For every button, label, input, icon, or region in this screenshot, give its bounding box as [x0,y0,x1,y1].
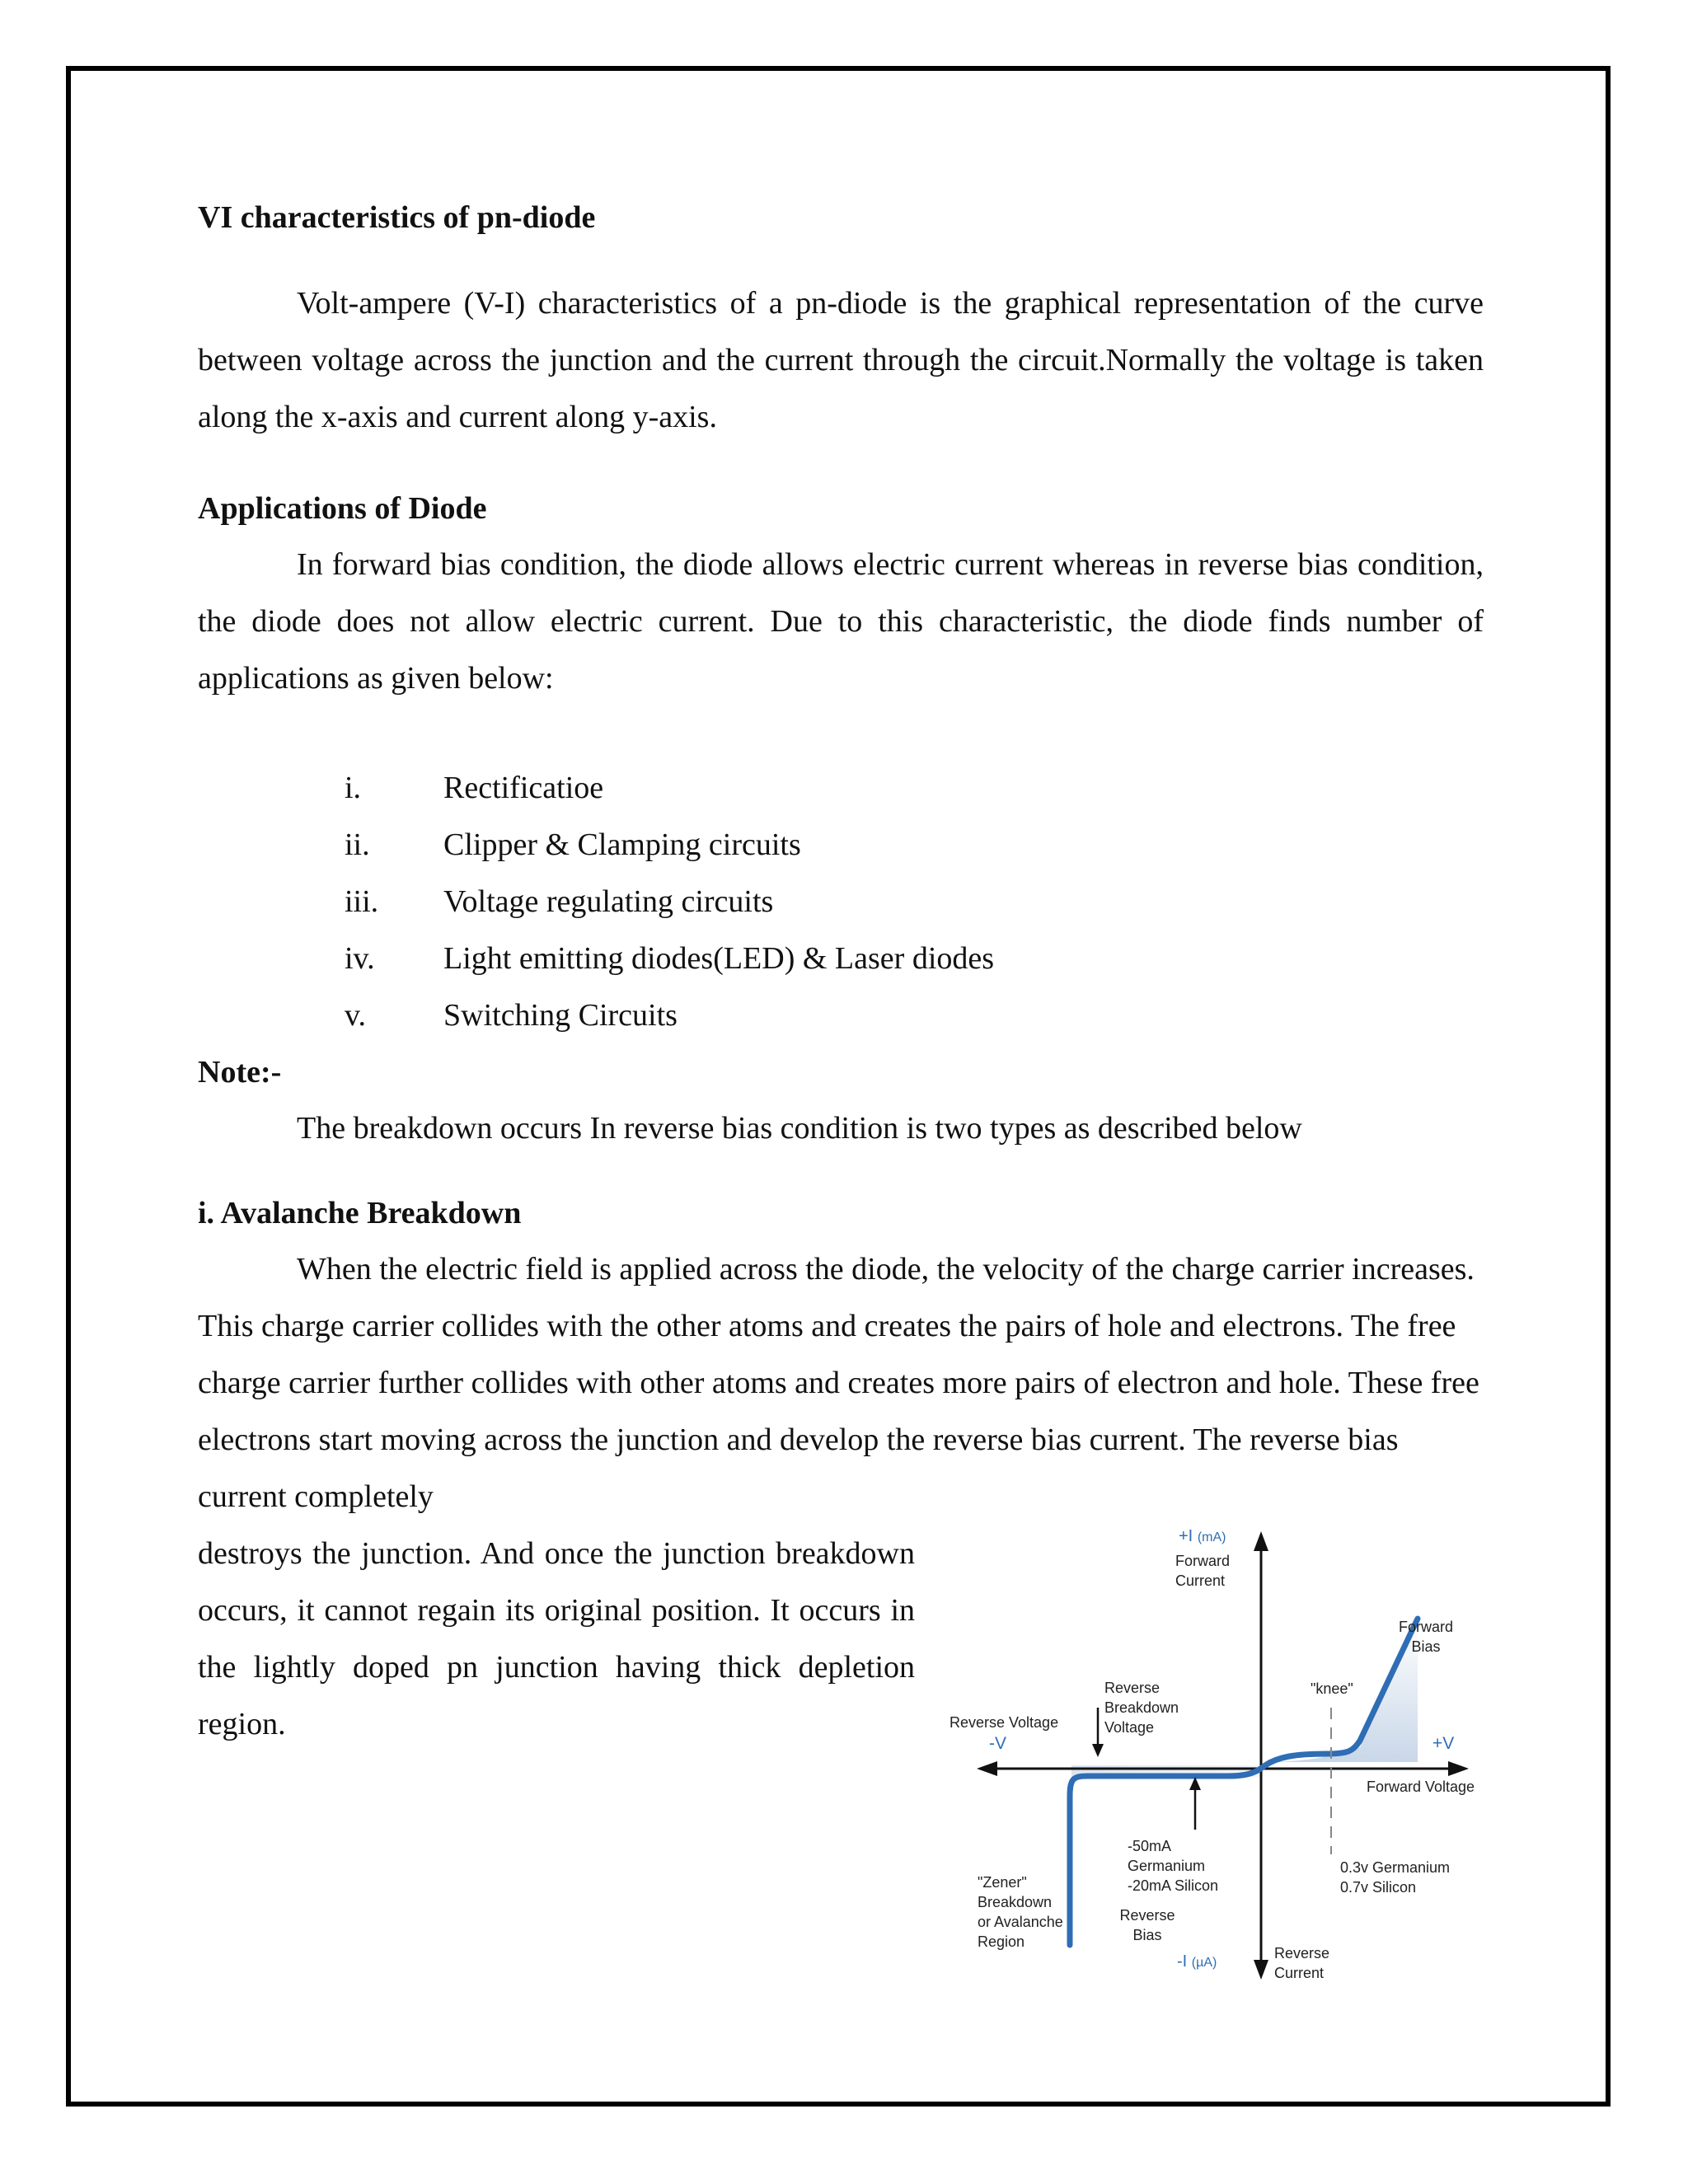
list-item-text: Voltage regulating circuits [443,884,774,919]
section-title-vi-characteristics: VI characteristics of pn-diode [198,200,596,235]
x-axis-arrow-right [1448,1761,1469,1776]
forward-voltage-label: Forward Voltage [1367,1779,1475,1795]
reverse-voltage-label: Reverse Voltage [950,1714,1059,1731]
minus-i-label: -I (µA) [1177,1952,1217,1971]
breakdown-voltage-arrowhead [1092,1744,1104,1757]
plus-i-label: +I (mA) [1179,1527,1226,1545]
list-item [345,987,1484,1044]
list-item-number: iii. [345,884,379,919]
vi-characteristic-diagram [931,1525,1508,1986]
reverse-bias-label: Reverse Bias [1119,1907,1175,1943]
document-body [198,165,1484,1753]
reverse-breakdown-voltage-label: Reverse Breakdown Voltage [1104,1680,1179,1736]
knee-label: "knee" [1311,1680,1353,1697]
section-title-applications: Applications of Diode [198,491,487,526]
list-item-number: v. [345,998,367,1033]
applications-paragraph: In forward bias condition, the diode allows electric current whereas in reverse bias condition, the diode does not allow electric current. Due to this characteristic, the diode finds number of applications as given below: [198,547,1484,696]
reverse-current-label: Reverse Current [1274,1945,1330,1981]
note-text: The breakdown occurs In reverse bias condition is two types as described below [297,1111,1302,1146]
threshold-voltage-label: 0.3v Germanium 0.7v Silicon [1340,1859,1451,1896]
section-title-avalanche: i. Avalanche Breakdown [198,1196,522,1230]
vi-characteristics-paragraph: Volt-ampere (V-I) characteristics of a pn-diode is the graphical representation of the curve between voltage across the junction and the current through the circuit.Normally the voltage is taken along the x-axis and current along y-axis. [198,286,1484,434]
avalanche-paragraph-continued: destroys the junction. And once the junction breakdown occurs, it cannot regain its original position. It occurs in the lightly doped pn junction having thick depletion region. [198,1536,915,1741]
reverse-current-values-label: -50mA Germanium -20mA Silicon [1128,1838,1219,1894]
forward-current-label: Forward Current [1175,1553,1231,1589]
list-item [345,874,1484,930]
list-item-number: ii. [345,827,370,862]
list-item [345,760,1484,817]
x-axis-arrow-left [977,1761,997,1776]
list-item [345,930,1484,987]
zener-region-label: "Zener" Breakdown or Avalanche Region [978,1874,1063,1950]
minus-v-label: -V [989,1734,1006,1753]
y-axis-arrow-down [1254,1960,1268,1980]
note-title: Note:- [198,1055,282,1090]
avalanche-paragraph: When the electric field is applied across the diode, the velocity of the charge carrier increases. This charge carrier collides with the other atoms and creates the pairs of hole and electrons. The free charge carrier further collides with other atoms and creates more pairs of electron and hole. These free electrons start moving across the junction and develop the reverse bias current. The reverse bias current completely [198,1252,1479,1514]
plus-v-label: +V [1432,1734,1455,1753]
list-item-number: iv. [345,941,375,976]
list-item-text: Clipper & Clamping circuits [443,827,801,862]
list-item-text: Rectificatioe [443,771,604,805]
vi-curve [1070,1619,1418,1945]
y-axis-arrow-up [1254,1531,1268,1551]
list-item-text: Light emitting diodes(LED) & Laser diodes [443,941,995,976]
list-item-number: i. [345,771,362,805]
applications-list [198,760,1484,1044]
list-item-text: Switching Circuits [443,998,678,1033]
list-item [345,817,1484,874]
forward-bias-label: Forward Bias [1398,1619,1454,1655]
